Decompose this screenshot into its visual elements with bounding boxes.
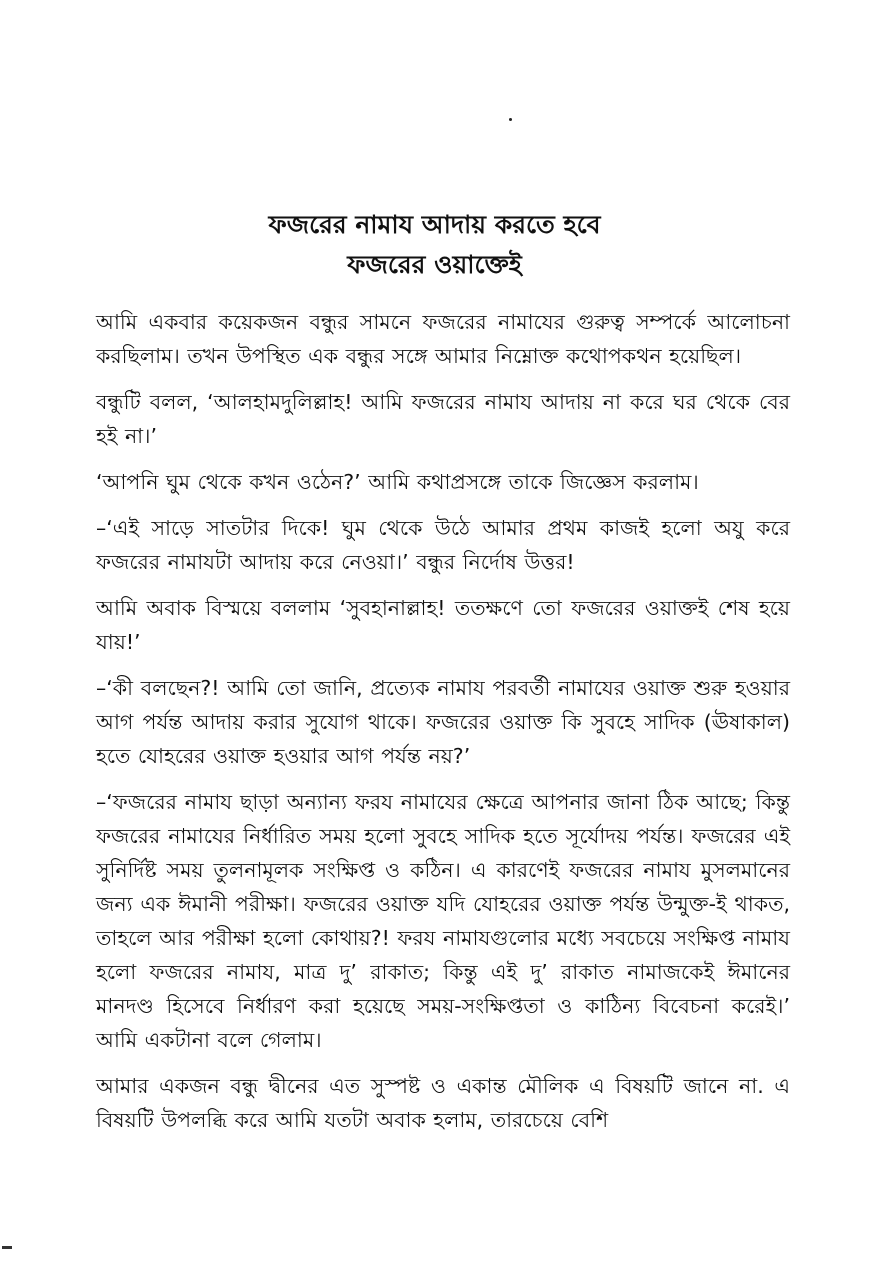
chapter-title-line-1: ফজরের নামায আদায় করতে হবে [268,210,601,239]
paragraph: আমি অবাক বিস্ময়ে বললাম ‘সুবহানাল্লাহ! ততক্ষণে তো ফজরের ওয়াক্তই শেষ হয়ে যায়!’ [96,596,790,654]
paragraph: ‘আপনি ঘুম থেকে কখন ওঠেন?’ আমি কথাপ্রসঙ্গে তাকে জিজ্ঞেস করলাম। [96,470,699,494]
paragraph: –‘এই সাড়ে সাতটার দিকে! ঘুম থেকে উঠে আমার প্রথম কাজই হলো অযু করে ফজরের নামাযটা আদায় করে নেওয়া।’ বন্ধুর নির্দোষ উত্তর! [96,516,790,574]
paragraph: আমার একজন বন্ধু দ্বীনের এত সুস্পষ্ট ও একান্ত মৌলিক এ বিষয়টি জানে না. এ বিষয়টি উপলব্ধি করে আমি যতটা অবাক হলাম, তারচেয়ে বেশি [96,1074,790,1132]
scan-edge-mark [2,1246,12,1249]
paragraph: আমি একবার কয়েকজন বন্ধুর সামনে ফজরের নামাযের গুরুত্ব সম্পর্কে আলোচনা করছিলাম। তখন উপস্থিত এক বন্ধুর সঙ্গে আমার নিম্নোক্ত কথোপকথন হয়েছিল। [96,310,790,368]
paragraph: –‘ফজরের নামায ছাড়া অন্যান্য ফরয নামাযের ক্ষেত্রে আপনার জানা ঠিক আছে; কিন্তু ফজরের নামাযের নির্ধারিত সময় হলো সুবহে সাদিক হতে সূর্যোদয় পর্যন্ত। ফজরের এই সুনির্দিষ্ট সময় তুলনামূলক সংক্ষিপ্ত ও কঠিন। এ কারণেই ফজরের নামায মুসলমানের জন্য এক ঈমানী পরীক্ষা। ফজরের ওয়াক্ত যদি যোহরের ওয়াক্ত পর্যন্ত উন্মুক্ত-ই থাকত, তাহলে আর পরীক্ষা হলো কোথায়?! ফরয নামাযগুলোর মধ্যে সবচেয়ে সংক্ষিপ্ত নামায হলো ফজরের নামায, মাত্র দু’ রাকাত; কিন্তু এই দু’ রাকাত নামাজকেই ঈমানের মানদণ্ড হিসেবে নির্ধারণ করা হয়েছে সময়-সংক্ষিপ্ততা ও কাঠিন্য বিবেচনা করেই।’ আমি একটানা বলে গেলাম। [96,790,790,1052]
paragraph: বন্ধুটি বলল, ‘আলহামদুলিল্লাহ! আমি ফজরের নামায আদায় না করে ঘর থেকে বের হই না।’ [96,390,790,448]
paragraph: –‘কী বলছেন?! আমি তো জানি, প্রত্যেক নামায পরবর্তী নামাযের ওয়াক্ত শুরু হওয়ার আগ পর্যন্ত আদায় করার সুযোগ থাকে। ফজরের ওয়াক্ত কি সুবহে সাদিক (ঊষাকাল) হতে যোহরের ওয়াক্ত হওয়ার আগ পর্যন্ত নয়?’ [96,676,790,768]
print-speck [509,118,512,121]
chapter-title [0,205,869,285]
body-text [96,305,790,1149]
chapter-title-line-2: ফজরের ওয়াক্তেই [347,250,522,279]
